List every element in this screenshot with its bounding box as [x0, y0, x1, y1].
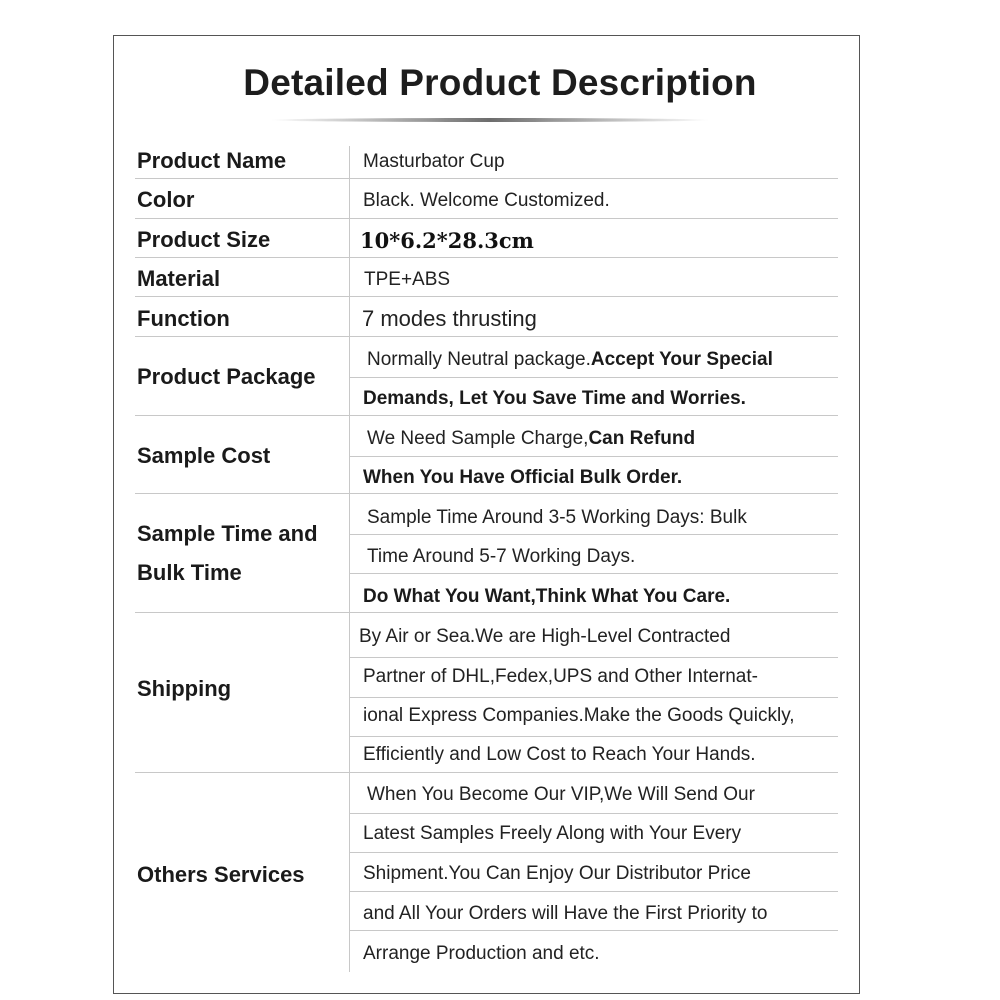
- value-sample-time-line-2: [367, 546, 635, 568]
- value-text: ional Express Companies.Make the Goods Quickly,: [363, 705, 795, 726]
- row-label-sample-cost: Sample Cost: [137, 443, 271, 468]
- value-product-package-line-2: [363, 388, 746, 410]
- value-product-size: [360, 228, 534, 253]
- line-separator: [350, 657, 838, 658]
- row-label-product-size: Product Size: [137, 227, 271, 252]
- value-others-services-line-5: [363, 943, 600, 965]
- line-separator: [350, 736, 838, 737]
- row-label-sample-time: [137, 514, 318, 592]
- value-text: Arrange Production and etc.: [363, 943, 600, 964]
- value-others-services-line-3: [363, 863, 751, 885]
- row-separator: [135, 257, 838, 258]
- value-material: [364, 269, 450, 291]
- value-others-services-line-2: [363, 823, 741, 845]
- row-separator: [135, 218, 838, 219]
- value-text-bold: Demands, Let You Save Time and Worries.: [363, 388, 746, 409]
- value-others-services-line-1: [367, 784, 755, 806]
- row-label-product-package: Product Package: [137, 364, 316, 389]
- value-shipping-line-1: [359, 626, 730, 648]
- row-label-color: Color: [137, 187, 195, 212]
- value-text: Black. Welcome Customized.: [363, 190, 610, 211]
- value-text: Masturbator Cup: [363, 151, 505, 172]
- value-text: We Need Sample Charge,: [367, 428, 589, 449]
- line-separator: [350, 377, 838, 378]
- row-label-line: Bulk Time: [137, 560, 242, 585]
- row-separator: [135, 493, 838, 494]
- title-underline: [270, 118, 710, 122]
- line-separator: [350, 456, 838, 457]
- line-separator: [350, 573, 838, 574]
- value-text: and All Your Orders will Have the First Priority to: [363, 903, 768, 924]
- line-separator: [350, 813, 838, 814]
- row-label-function: Function: [137, 306, 230, 331]
- row-label-others-services: Others Services: [137, 862, 305, 887]
- value-shipping-line-2: [363, 666, 758, 688]
- line-separator: [350, 534, 838, 535]
- value-text-bold: Can Refund: [588, 428, 696, 449]
- value-text: Normally Neutral package.: [367, 349, 591, 370]
- value-text: Shipment.You Can Enjoy Our Distributor Price: [363, 863, 751, 884]
- line-separator: [350, 891, 838, 892]
- value-text: 7 modes thrusting: [362, 306, 537, 331]
- row-separator: [135, 772, 838, 773]
- value-text: Time Around 5-7 Working Days.: [367, 546, 636, 567]
- value-text: Latest Samples Freely Along with Your Every: [363, 823, 742, 844]
- value-text-bold: Accept Your Special: [590, 349, 773, 370]
- line-separator: [350, 697, 838, 698]
- row-separator: [135, 178, 838, 179]
- row-separator: [135, 415, 838, 416]
- value-text: Sample Time Around 3-5 Working Days: Bulk: [367, 507, 747, 528]
- value-shipping-line-3: [363, 705, 795, 727]
- value-text: 10*6.2*28.3cm: [360, 228, 534, 253]
- column-divider: [349, 146, 350, 972]
- value-text-bold: When You Have Official Bulk Order.: [363, 467, 683, 488]
- row-label-line: Sample Time and: [137, 521, 318, 546]
- row-label-product-name: Product Name: [137, 148, 287, 173]
- value-text: Efficiently and Low Cost to Reach Your Hands.: [363, 744, 756, 765]
- page-title: Detailed Product Description: [243, 62, 757, 103]
- value-sample-time-line-3: [363, 586, 730, 608]
- line-separator: [350, 852, 838, 853]
- value-text: Partner of DHL,Fedex,UPS and Other Internat-: [363, 666, 758, 687]
- row-separator: [135, 336, 838, 337]
- value-text: By Air or Sea.We are High-Level Contracted: [359, 626, 731, 647]
- value-others-services-line-4: [363, 903, 767, 925]
- value-text: TPE+ABS: [364, 269, 451, 290]
- value-sample-cost-line-2: [363, 467, 682, 489]
- value-sample-cost-line-1: [367, 428, 695, 450]
- value-text: When You Become Our VIP,We Will Send Our: [367, 784, 755, 805]
- value-product-package-line-1: [367, 349, 773, 371]
- row-separator: [135, 296, 838, 297]
- row-separator: [135, 612, 838, 613]
- row-label-material: Material: [137, 266, 221, 291]
- value-sample-time-line-1: [367, 507, 747, 529]
- value-function: [362, 306, 537, 332]
- value-text-bold: Do What You Want,Think What You Care.: [363, 586, 731, 607]
- line-separator: [350, 930, 838, 931]
- value-product-name: [363, 151, 505, 173]
- value-shipping-line-4: [363, 744, 756, 766]
- value-color: [363, 190, 610, 212]
- row-label-shipping: Shipping: [137, 676, 232, 701]
